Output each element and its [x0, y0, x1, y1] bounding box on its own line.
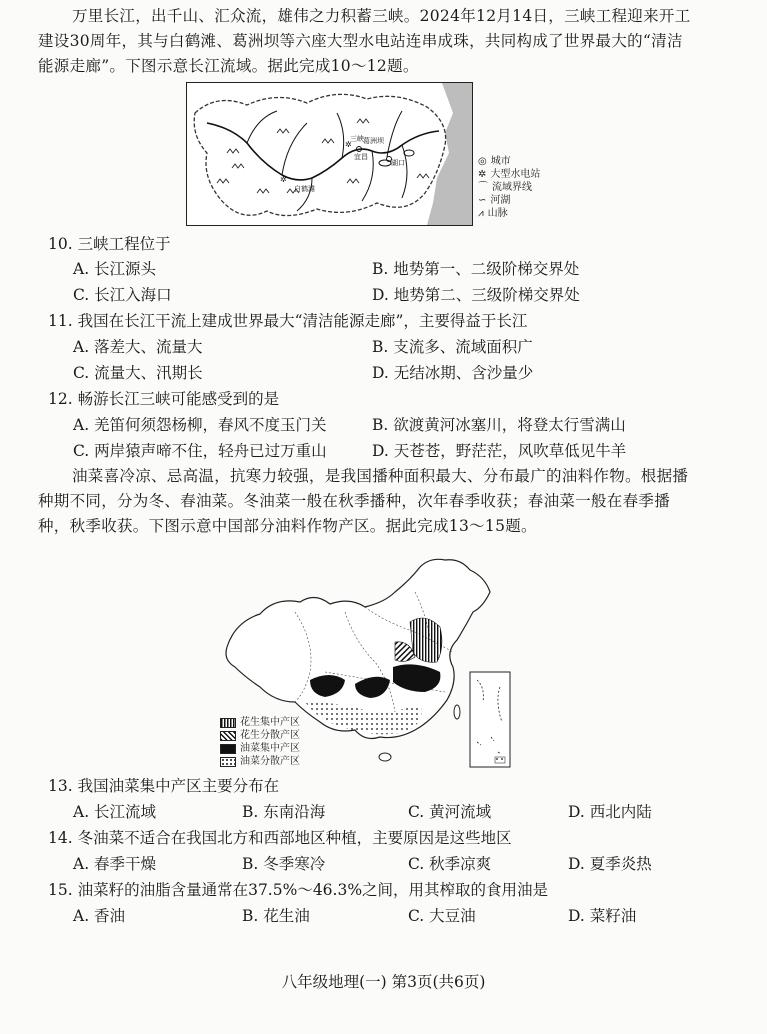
q12-option-b[interactable]: B. 欲渡黄河冰塞川，将登太行雪满山: [372, 416, 626, 434]
q14-option-c[interactable]: C. 秋季凉爽: [408, 855, 492, 873]
page-footer: 八年级地理(一) 第3页(共6页): [281, 973, 486, 991]
intro2-line: 油菜喜冷凉、忌高温，抗寒力较强，是我国播种面积最大、分布最广的油料作物。根据播: [72, 467, 689, 485]
q10-option-d[interactable]: D. 地势第二、三级阶梯交界处: [372, 286, 580, 304]
legend-rapeseed-concentrated: 油菜集中产区: [220, 742, 300, 755]
q10-option-c[interactable]: C. 长江入海口: [73, 286, 172, 304]
q12-option-d[interactable]: D. 天苍苍，野茫茫，风吹草低见牛羊: [372, 442, 627, 460]
question-15-stem: 15. 油菜籽的油脂含量通常在37.5%～46.3%之间，用其榨取的食用油是: [48, 881, 549, 899]
label-yichang: 宜昌: [354, 153, 368, 161]
legend-mountain: ⩘ 山脉: [478, 208, 508, 219]
q10-option-a[interactable]: A. 长江源头: [73, 260, 157, 278]
intro1-line: 能源走廊”。下图示意长江流域。据此完成10～12题。: [38, 57, 419, 75]
q14-option-a[interactable]: A. 春季干燥: [73, 855, 157, 873]
intro1-line: 建设30周年，其与白鹤滩、葛洲坝等六座大型水电站连串成珠，共同构成了世界最大的“清洁: [38, 32, 683, 50]
question-11-stem: 11. 我国在长江干流上建成世界最大“清洁能源走廊”，主要得益于长江: [48, 312, 528, 330]
q13-option-b[interactable]: B. 东南沿海: [242, 803, 326, 821]
mountain-icon: ⩘: [478, 208, 484, 219]
q13-option-a[interactable]: A. 长江流域: [73, 803, 157, 821]
legend-dam: ✲ 大型水电站: [478, 169, 541, 180]
legend-rapeseed-scattered: 油菜分散产区: [220, 755, 300, 768]
q10-option-b[interactable]: B. 地势第一、二级阶梯交界处: [372, 260, 580, 278]
hainan-island: [379, 753, 391, 761]
q15-option-d[interactable]: D. 菜籽油: [568, 907, 637, 925]
q14-option-b[interactable]: B. 冬季寒冷: [242, 855, 326, 873]
question-12-stem: 12. 畅游长江三峡可能感受到的是: [48, 390, 280, 408]
label-sanxia: 三峡: [350, 135, 364, 143]
q11-option-a[interactable]: A. 落差大、流量大: [73, 338, 203, 356]
city-icon: ◎: [478, 156, 487, 167]
label-gezhouba: 葛洲坝: [363, 137, 384, 145]
q15-option-a[interactable]: A. 香油: [73, 907, 126, 925]
rapeseed-scattered-swatch: [220, 757, 236, 767]
q15-option-c[interactable]: C. 大豆油: [408, 907, 476, 925]
question-13-stem: 13. 我国油菜集中产区主要分布在: [48, 777, 280, 795]
question-14-stem: 14. 冬油菜不适合在我国北方和西部地区种植，主要原因是这些地区: [48, 829, 512, 847]
intro-paragraph-2: [38, 464, 728, 539]
map1-legend: [478, 155, 540, 220]
q11-option-c[interactable]: C. 流量大、汛期长: [73, 364, 203, 382]
q11-option-b[interactable]: B. 支流多、流域面积广: [372, 338, 533, 356]
peanut-concentrated-swatch: [220, 718, 236, 728]
q13-option-d[interactable]: D. 西北内陆: [568, 803, 652, 821]
legend-peanut-scattered: 花生分散产区: [220, 729, 300, 742]
q12-option-c[interactable]: C. 两岸猿声啼不住，轻舟已过万重山: [73, 442, 327, 460]
yangtze-basin-map: [186, 82, 473, 226]
label-baihetan: 白鹤滩: [294, 185, 315, 193]
legend-peanut-concentrated: 花生集中产区: [220, 716, 300, 729]
inset-scale: [495, 757, 505, 763]
intro1-line: 万里长江，出千山、汇众流，雄伟之力积蓄三峡。2024年12月14日，三峡工程迎来开工: [72, 7, 691, 25]
q12-option-a[interactable]: A. 羌笛何须怨杨柳，春风不度玉门关: [73, 416, 327, 434]
map2-legend: [220, 716, 300, 768]
south-china-sea-inset: [470, 672, 510, 767]
intro2-line: 种，秋季收获。下图示意中国部分油料作物产区。据此完成13～15题。: [38, 517, 537, 535]
legend-river: ∽ 河湖: [478, 195, 511, 206]
peanut-scattered-swatch: [220, 731, 236, 741]
q11-option-d[interactable]: D. 无结冰期、含沙量少: [372, 364, 534, 382]
question-10-stem: 10. 三峡工程位于: [48, 235, 171, 253]
q13-option-c[interactable]: C. 黄河流域: [408, 803, 492, 821]
river-icon: ∽: [478, 195, 487, 206]
legend-city: ◎ 城市: [478, 156, 511, 167]
q15-option-b[interactable]: B. 花生油: [242, 907, 310, 925]
intro-paragraph-1: [38, 4, 728, 79]
legend-boundary: ⌒ 流域界线: [478, 182, 532, 193]
yangtze-map-drawing: [187, 83, 472, 225]
dam-symbol: ✲: [280, 175, 287, 184]
boundary-icon: ⌒: [478, 182, 488, 193]
dam-icon: ✲: [478, 169, 487, 180]
dam-symbol: ✲: [345, 140, 352, 149]
rapeseed-concentrated-swatch: [220, 744, 236, 754]
taiwan-island: [454, 705, 460, 719]
label-hukou: 湖口: [391, 159, 405, 167]
intro2-line: 种期不同，分为冬、春油菜。冬油菜一般在秋季播种，次年春季收获；春油菜一般在春季播: [38, 492, 671, 510]
q14-option-d[interactable]: D. 夏季炎热: [568, 855, 652, 873]
